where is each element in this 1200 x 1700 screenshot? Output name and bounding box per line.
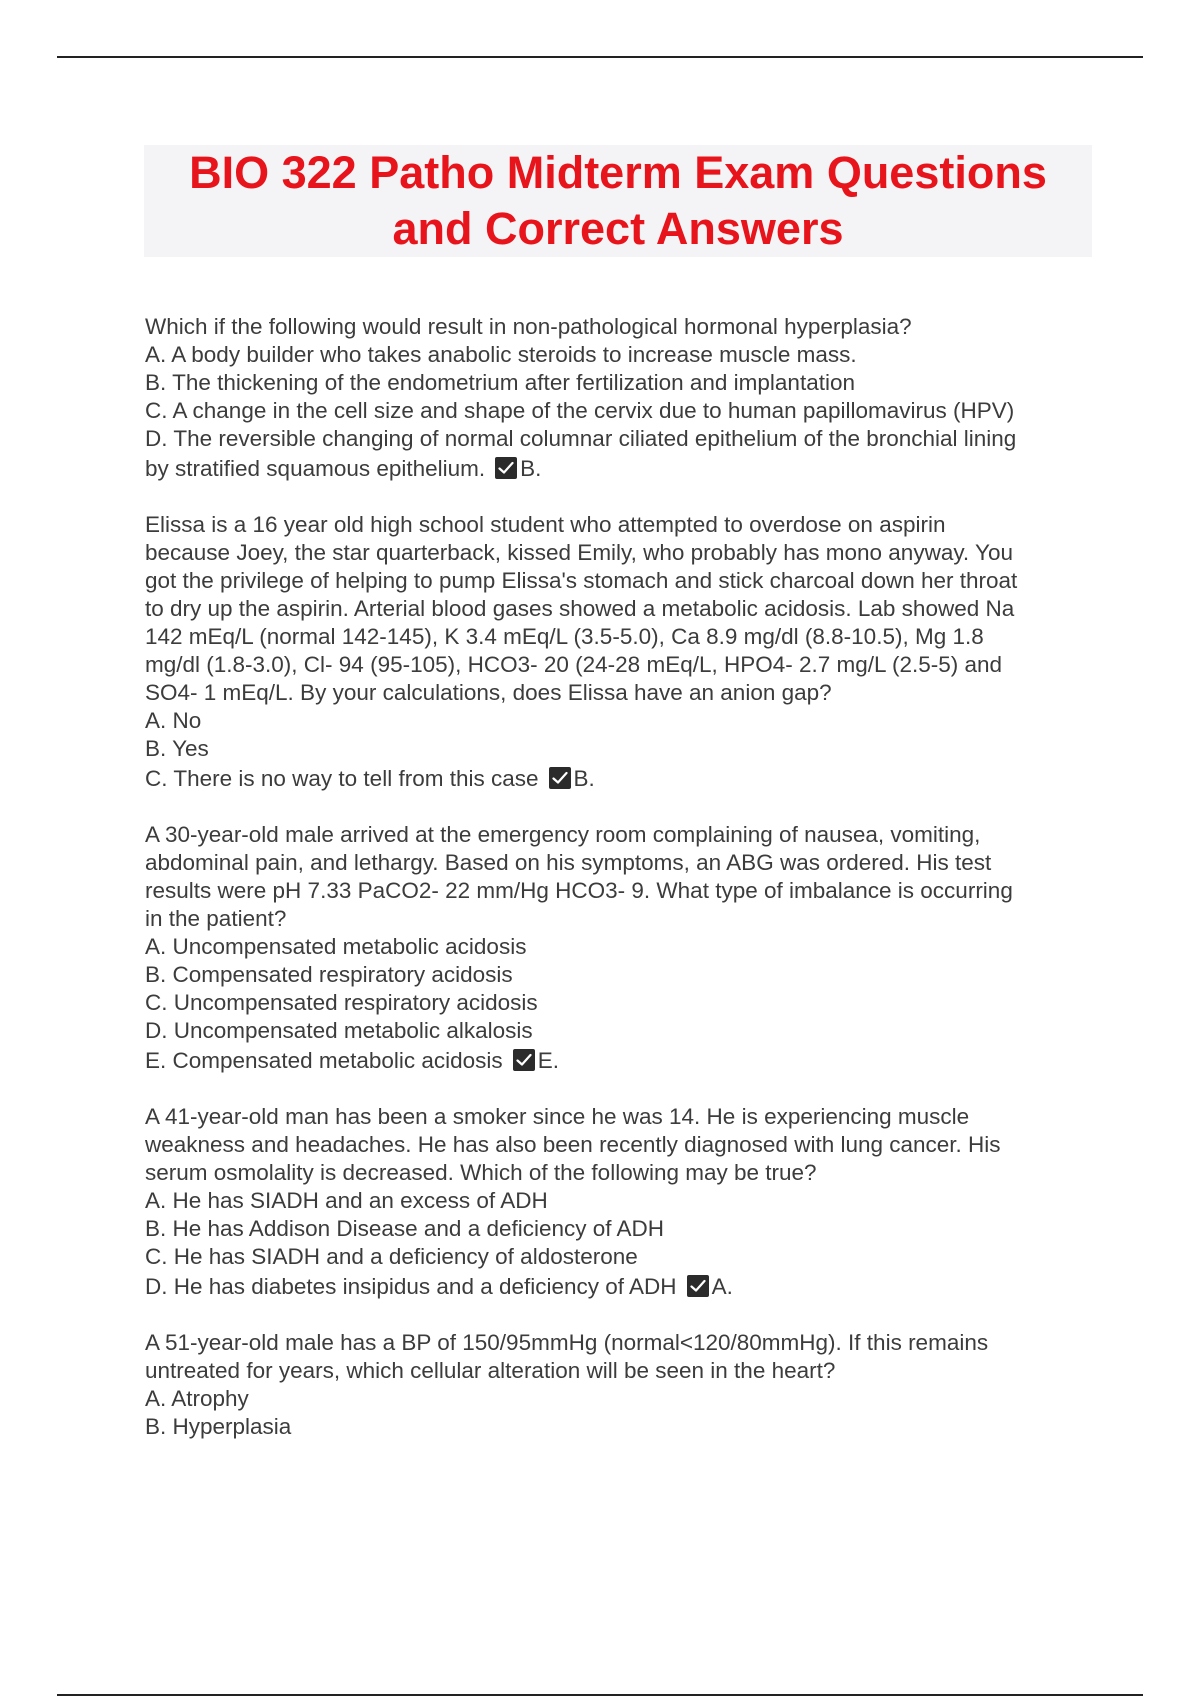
- question-2: [145, 511, 1095, 793]
- option-line: C. He has SIADH and a deficiency of aldosterone: [145, 1244, 638, 1269]
- option-line: A. Uncompensated metabolic acidosis: [145, 934, 527, 959]
- title-banner: [144, 145, 1092, 257]
- answer-line: [145, 765, 1095, 793]
- option-line: B. The thickening of the endometrium after fertilization and implantation: [145, 370, 855, 395]
- question-list: [145, 313, 1095, 1469]
- answer-line: [145, 1047, 1095, 1075]
- option-line: A. A body builder who takes anabolic steroids to increase muscle mass.: [145, 342, 857, 367]
- question-line: A 30-year-old male arrived at the emergency room complaining of nausea, vomiting,: [145, 822, 981, 847]
- correct-answer: B.: [573, 766, 595, 791]
- option-line-text: D. He has diabetes insipidus and a deficiency of ADH: [145, 1274, 677, 1299]
- question-line: untreated for years, which cellular alteration will be seen in the heart?: [145, 1358, 836, 1383]
- question-line: results were pH 7.33 PaCO2- 22 mm/Hg HCO3- 9. What type of imbalance is occurring: [145, 878, 1013, 903]
- check-icon: [549, 767, 571, 789]
- question-line: A 51-year-old male has a BP of 150/95mmHg (normal<120/80mmHg). If this remains: [145, 1330, 989, 1355]
- question-line: Which if the following would result in non-pathological hormonal hyperplasia?: [145, 314, 912, 339]
- option-line-text: C. There is no way to tell from this case: [145, 766, 539, 791]
- option-line: D. The reversible changing of normal columnar ciliated epithelium of the bronchial lining: [145, 426, 1017, 451]
- top-rule: [57, 56, 1143, 58]
- correct-answer: A.: [711, 1274, 733, 1299]
- question-line: in the patient?: [145, 906, 287, 931]
- option-line: B. Hyperplasia: [145, 1414, 292, 1439]
- check-icon: [513, 1049, 535, 1071]
- question-line: to dry up the aspirin. Arterial blood gases showed a metabolic acidosis. Lab showed Na: [145, 596, 1015, 621]
- question-line: got the privilege of helping to pump Elissa's stomach and stick charcoal down her throat: [145, 568, 1018, 593]
- option-line-text: E. Compensated metabolic acidosis: [145, 1048, 503, 1073]
- question-line: SO4- 1 mEq/L. By your calculations, does Elissa have an anion gap?: [145, 680, 832, 705]
- option-line: D. Uncompensated metabolic alkalosis: [145, 1018, 533, 1043]
- question-line: serum osmolality is decreased. Which of the following may be true?: [145, 1160, 817, 1185]
- option-line: B. Compensated respiratory acidosis: [145, 962, 513, 987]
- option-line: A. No: [145, 708, 202, 733]
- page-title-line-2: and Correct Answers: [392, 203, 844, 254]
- option-line: C. A change in the cell size and shape of the cervix due to human papillomavirus (HPV): [145, 398, 1015, 423]
- question-line: weakness and headaches. He has also been recently diagnosed with lung cancer. His: [145, 1132, 1001, 1157]
- question-line: 142 mEq/L (normal 142-145), K 3.4 mEq/L (3.5-5.0), Ca 8.9 mg/dl (8.8-10.5), Mg 1.8: [145, 624, 984, 649]
- question-line: Elissa is a 16 year old high school student who attempted to overdose on aspirin: [145, 512, 946, 537]
- answer-line: [145, 1273, 1095, 1301]
- correct-answer: B.: [520, 456, 542, 481]
- option-line: B. He has Addison Disease and a deficiency of ADH: [145, 1216, 665, 1241]
- answer-line: [145, 455, 1095, 483]
- question-3: [145, 821, 1095, 1075]
- check-icon: [495, 457, 517, 479]
- option-line: C. Uncompensated respiratory acidosis: [145, 990, 538, 1015]
- question-1: [145, 313, 1095, 483]
- question-5: [145, 1329, 1095, 1441]
- question-line: A 41-year-old man has been a smoker since he was 14. He is experiencing muscle: [145, 1104, 970, 1129]
- option-line: A. Atrophy: [145, 1386, 249, 1411]
- bottom-rule: [57, 1694, 1143, 1696]
- option-line: A. He has SIADH and an excess of ADH: [145, 1188, 548, 1213]
- correct-answer: E.: [537, 1048, 559, 1073]
- question-line: mg/dl (1.8-3.0), Cl- 94 (95-105), HCO3- 20 (24-28 mEq/L, HPO4- 2.7 mg/L (2.5-5) and: [145, 652, 1003, 677]
- question-4: [145, 1103, 1095, 1301]
- question-line: because Joey, the star quarterback, kissed Emily, who probably has mono anyway. You: [145, 540, 1013, 565]
- question-line: abdominal pain, and lethargy. Based on his symptoms, an ABG was ordered. His test: [145, 850, 992, 875]
- page-title-line-1: BIO 322 Patho Midterm Exam Questions: [189, 147, 1047, 198]
- option-line-text: by stratified squamous epithelium.: [145, 456, 486, 481]
- option-line: B. Yes: [145, 736, 209, 761]
- check-icon: [687, 1275, 709, 1297]
